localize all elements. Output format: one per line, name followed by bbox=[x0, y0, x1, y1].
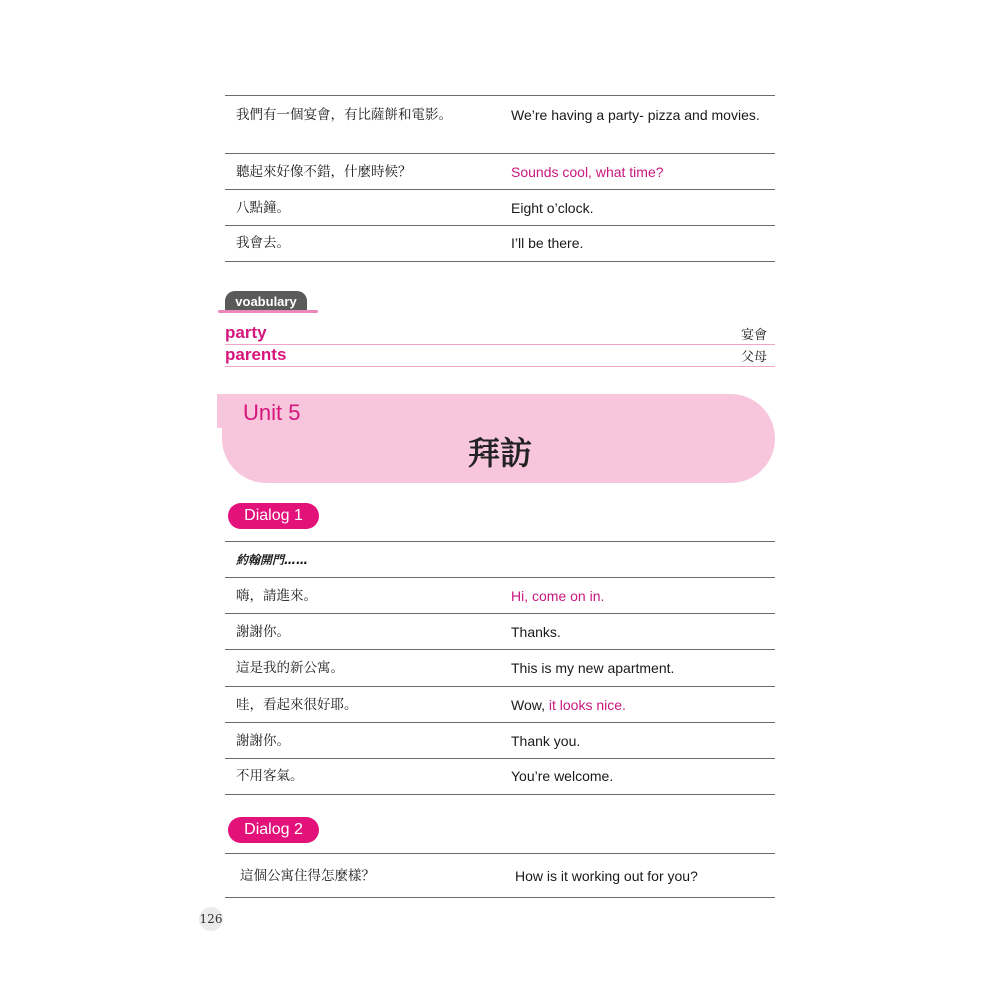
english-line bbox=[511, 731, 761, 752]
english-line bbox=[511, 658, 761, 679]
table-row bbox=[225, 758, 775, 795]
english-plain: Thanks. bbox=[511, 624, 561, 640]
scene-intro: 約翰開門…… bbox=[236, 553, 309, 567]
vocabulary-underline bbox=[218, 310, 318, 313]
vocabulary-word: parents bbox=[225, 345, 287, 364]
table-row bbox=[225, 722, 775, 758]
dialog-2-table bbox=[225, 853, 775, 898]
vocabulary-word: party bbox=[225, 323, 267, 342]
english-line: How is it working out for you? bbox=[515, 868, 698, 884]
table-row bbox=[225, 649, 775, 686]
table-row bbox=[225, 95, 775, 153]
table-row bbox=[225, 153, 775, 189]
table-row bbox=[225, 686, 775, 722]
chinese-line: 這是我的新公寓。 bbox=[236, 660, 344, 676]
vocabulary-badge: voabulary bbox=[225, 291, 307, 311]
unit-title: 拜訪 bbox=[467, 434, 532, 472]
english-plain: Thank you. bbox=[511, 733, 581, 749]
chinese-line: 不用客氣。 bbox=[236, 768, 304, 784]
chinese-line: 謝謝你。 bbox=[236, 624, 290, 640]
vocabulary-item bbox=[225, 322, 775, 345]
english-line bbox=[511, 766, 761, 787]
table-row bbox=[225, 189, 775, 225]
english-line: Sounds cool, what time? bbox=[511, 164, 664, 180]
english-highlight: Hi, come on in. bbox=[511, 588, 605, 604]
chinese-line: 這個公寓住得怎麼樣？ bbox=[240, 868, 375, 884]
english-line bbox=[511, 695, 761, 716]
english-plain: Wow, bbox=[511, 697, 549, 713]
dialog-2-pill: Dialog 2 bbox=[228, 817, 319, 843]
chinese-line: 我會去。 bbox=[236, 235, 290, 251]
table-row bbox=[225, 225, 775, 262]
english-line bbox=[511, 622, 761, 643]
vocabulary-translation: 宴會 bbox=[740, 328, 767, 343]
dialog-1-table bbox=[225, 541, 775, 795]
page-number: 126 bbox=[199, 907, 223, 931]
chinese-line: 謝謝你。 bbox=[236, 733, 290, 749]
table-row bbox=[225, 541, 775, 577]
dialog-table-top bbox=[225, 95, 775, 262]
dialog-1-pill: Dialog 1 bbox=[228, 503, 319, 529]
unit-label: Unit 5 bbox=[243, 400, 301, 425]
vocabulary-item bbox=[225, 344, 775, 367]
english-line: We’re having a party- pizza and movies. bbox=[511, 107, 760, 123]
english-plain: You’re welcome. bbox=[511, 768, 614, 784]
chinese-line: 哇，看起來很好耶。 bbox=[236, 697, 358, 713]
chinese-line: 八點鐘。 bbox=[236, 200, 290, 216]
table-row bbox=[225, 853, 775, 898]
chinese-line: 聽起來好像不錯，什麼時候？ bbox=[236, 164, 412, 180]
english-line: Eight o’clock. bbox=[511, 200, 594, 216]
chinese-line: 我們有一個宴會，有比薩餅和電影。 bbox=[236, 107, 452, 123]
table-row bbox=[225, 613, 775, 649]
english-plain: This is my new apartment. bbox=[511, 660, 675, 676]
english-line: I’ll be there. bbox=[511, 235, 584, 251]
table-row bbox=[225, 577, 775, 613]
english-highlight: it looks nice. bbox=[548, 697, 626, 713]
english-line bbox=[511, 586, 761, 607]
vocabulary-translation: 父母 bbox=[740, 350, 767, 365]
chinese-line: 嗨，請進來。 bbox=[236, 588, 317, 604]
